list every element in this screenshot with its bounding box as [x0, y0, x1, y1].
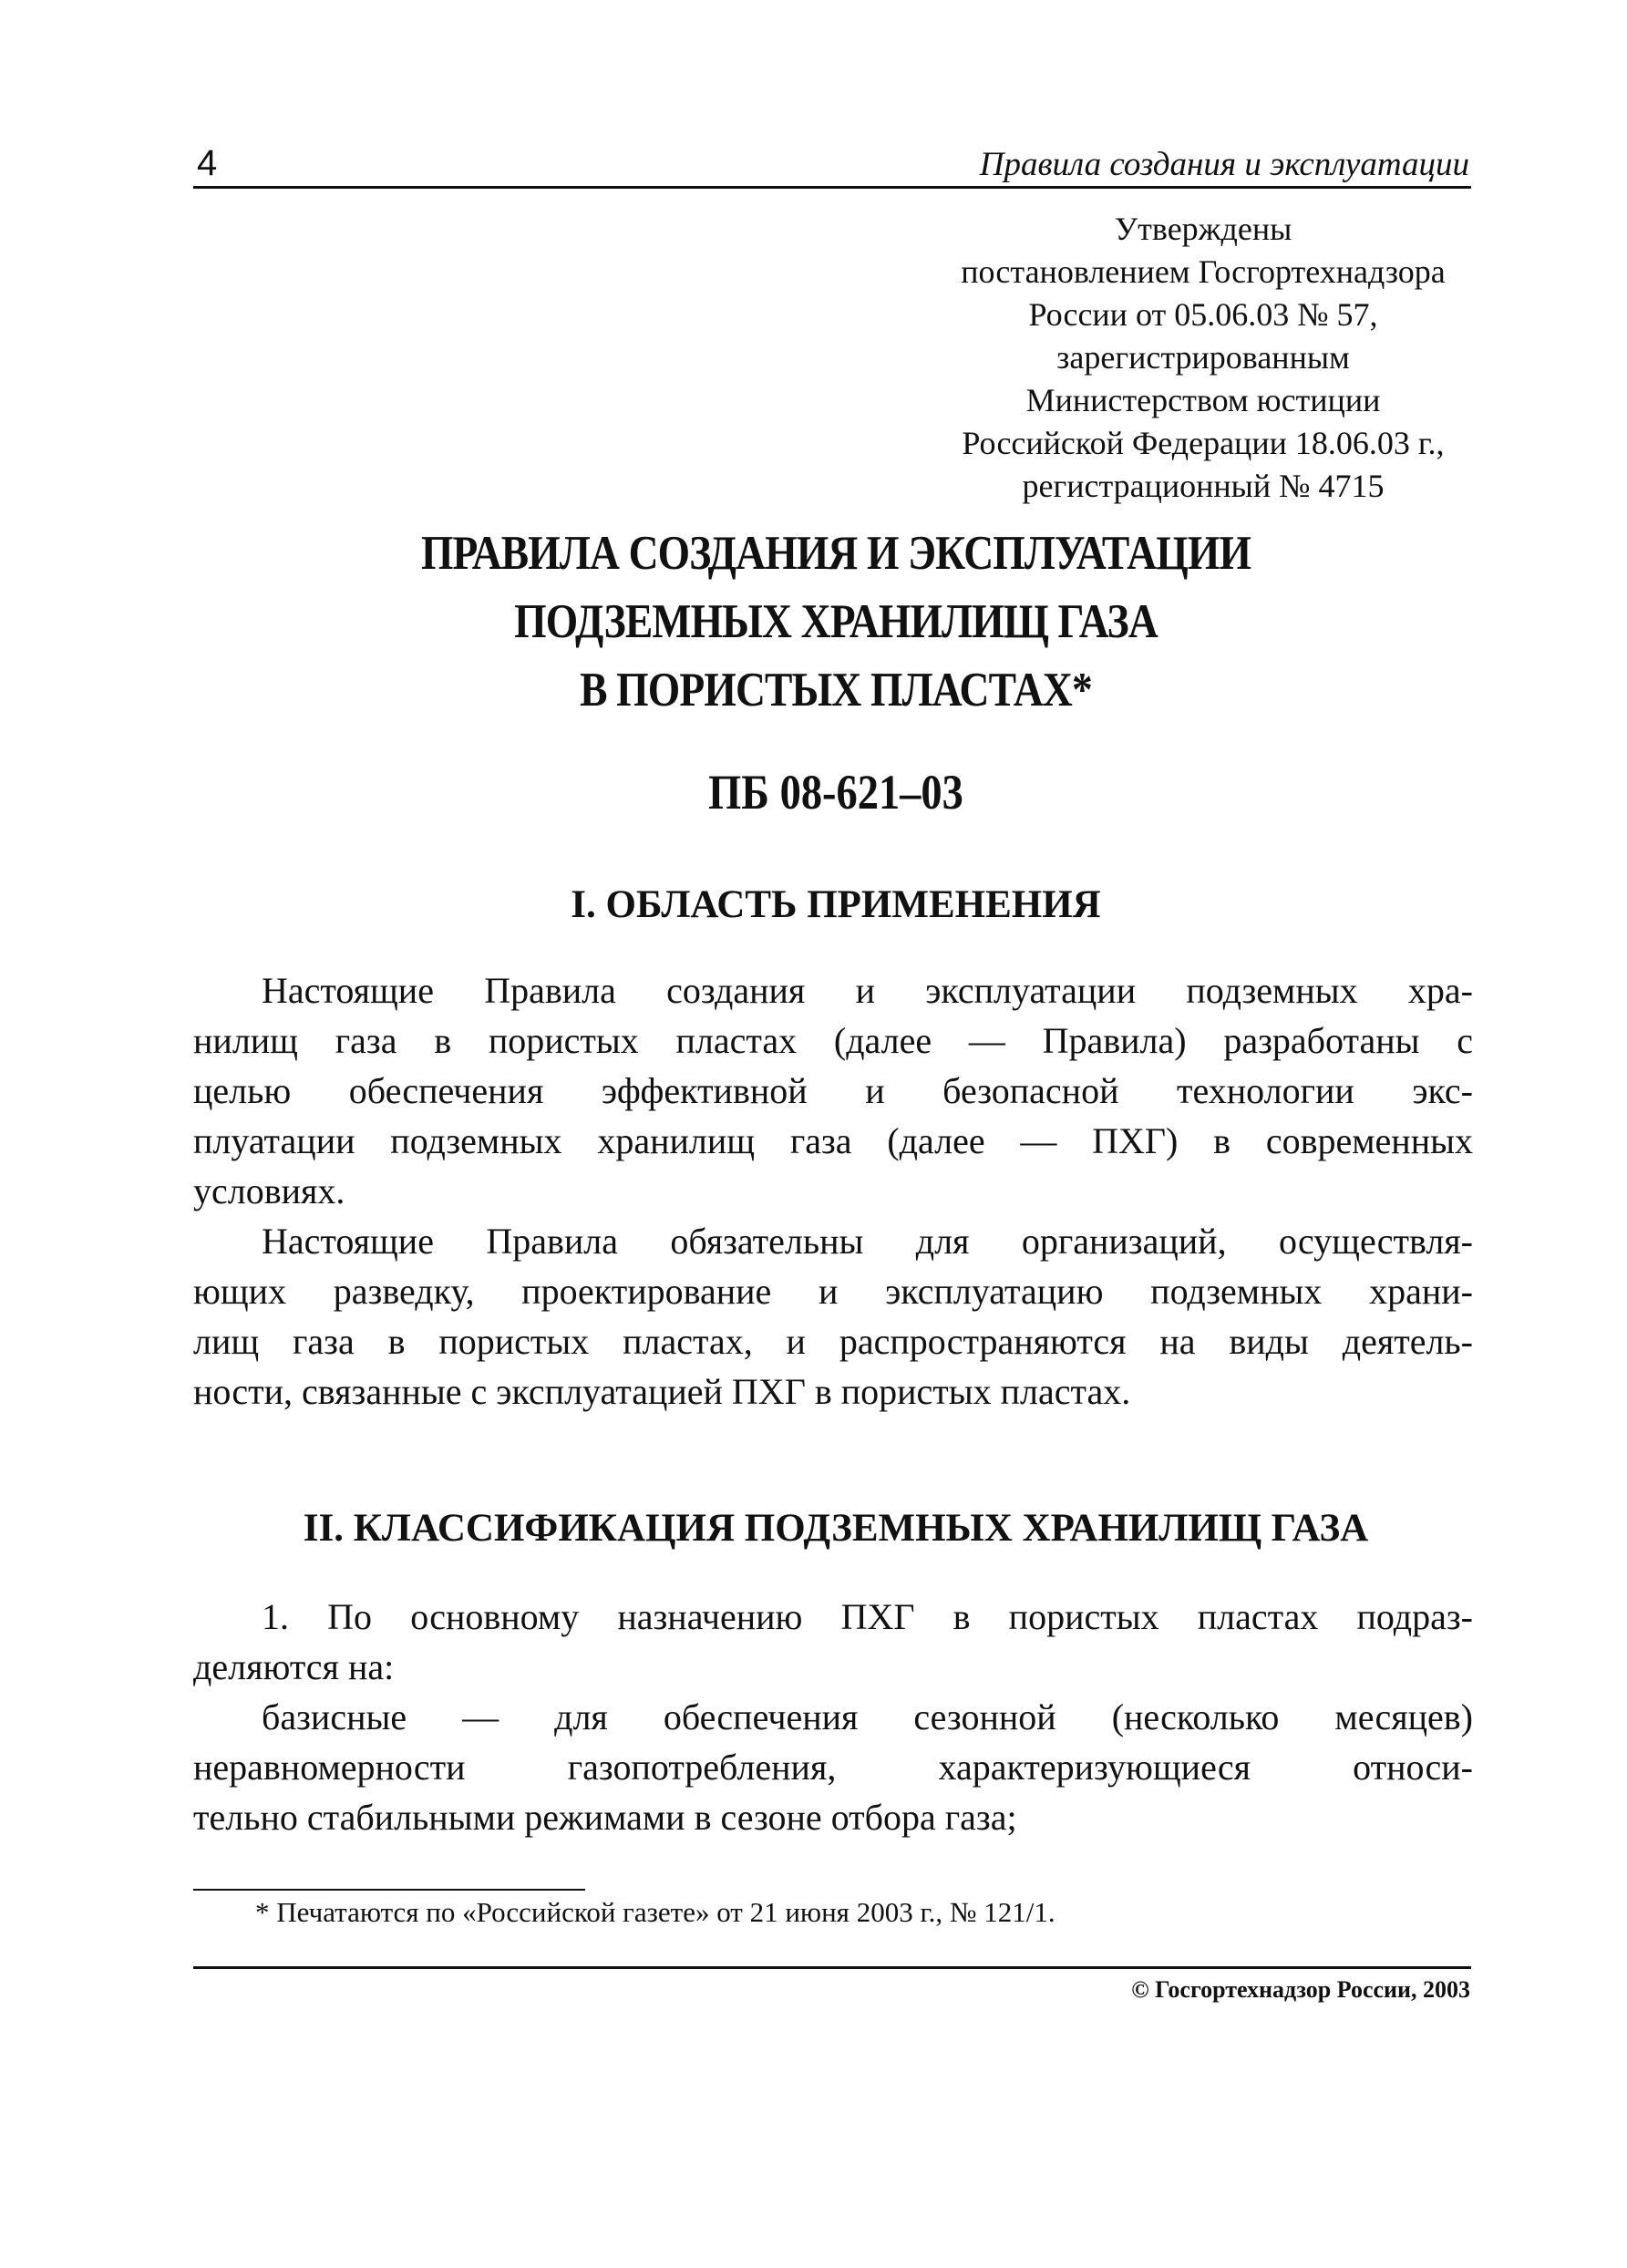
paragraph-line: Настоящие Правила создания и эксплуатации подземных хра- [262, 970, 1473, 1011]
approval-line: Утверждены [1114, 211, 1292, 247]
approval-line: зарегистрированным [1056, 339, 1350, 376]
approval-line: постановлением Госгортехнадзора [961, 253, 1446, 290]
paragraph-line: лищ газа в пористых пластах, и распространяются на виды деятель- [193, 1321, 1473, 1362]
approval-line: Министерством юстиции [1025, 382, 1381, 418]
paragraph-line: целью обеспечения эффективной и безопасной технологии экс- [193, 1070, 1473, 1111]
paragraph-line: базисные — для обеспечения сезонной (несколько месяцев) [262, 1696, 1473, 1737]
document-code: ПБ 08-621–03 [708, 765, 963, 820]
paragraph-line: Настоящие Правила обязательны для организаций, осуществля- [262, 1221, 1473, 1262]
running-title: Правила создания и эксплуатации [979, 146, 1469, 183]
paragraph-line: неравномерности газопотребления, характеризующиеся относи- [193, 1747, 1473, 1788]
approval-block [875, 208, 1531, 508]
approval-line: Российской Федерации 18.06.03 г., [962, 425, 1445, 461]
paragraph-line: тельно стабильными режимами в сезоне отбора газа; [193, 1797, 1017, 1838]
title-line: ПРАВИЛА СОЗДАНИЯ И ЭКСПЛУАТАЦИИ [420, 527, 1251, 580]
running-header [193, 139, 1471, 189]
section-classification-body [193, 1592, 1473, 1842]
document-title [283, 520, 1389, 725]
section-heading-classification: II. КЛАССИФИКАЦИЯ ПОДЗЕМНЫХ ХРАНИЛИЩ ГАЗА [303, 1507, 1369, 1550]
paragraph-line: деляются на: [193, 1646, 395, 1687]
title-line: В ПОРИСТЫХ ПЛАСТАХ* [580, 664, 1092, 716]
paragraph-line: ющих разведку, проектирование и эксплуатацию подземных храни- [193, 1271, 1473, 1312]
paragraph-line: условиях. [193, 1170, 345, 1211]
paragraph-line: нилищ газа в пористых пластах (далее — Правила) разработаны с [193, 1020, 1473, 1061]
paragraph-line: плуатации подземных хранилищ газа (далее — ПХГ) в современных [193, 1120, 1473, 1161]
approval-line: России от 05.06.03 № 57, [1028, 296, 1378, 333]
footnote: * Печатаются по «Российской газете» от 21 июня 2003 г., № 121/1. [255, 1896, 1055, 1928]
bottom-divider [193, 1966, 1471, 1969]
section-scope-body [193, 965, 1473, 1417]
paragraph-line: ности, связанные с эксплуатацией ПХГ в пористых пластах. [193, 1371, 1131, 1412]
footnote-divider [193, 1889, 585, 1891]
title-line: ПОДЗЕМНЫХ ХРАНИЛИЩ ГАЗА [514, 595, 1158, 648]
approval-line: регистрационный № 4715 [1022, 468, 1385, 504]
page-number: 4 [197, 143, 218, 183]
paragraph-line: 1. По основному назначению ПХГ в пористых пластах подраз- [262, 1596, 1473, 1637]
section-heading-scope: I. ОБЛАСТЬ ПРИМЕНЕНИЯ [571, 883, 1101, 926]
copyright-notice: © Госгортехнадзор России, 2003 [1131, 1976, 1470, 2003]
